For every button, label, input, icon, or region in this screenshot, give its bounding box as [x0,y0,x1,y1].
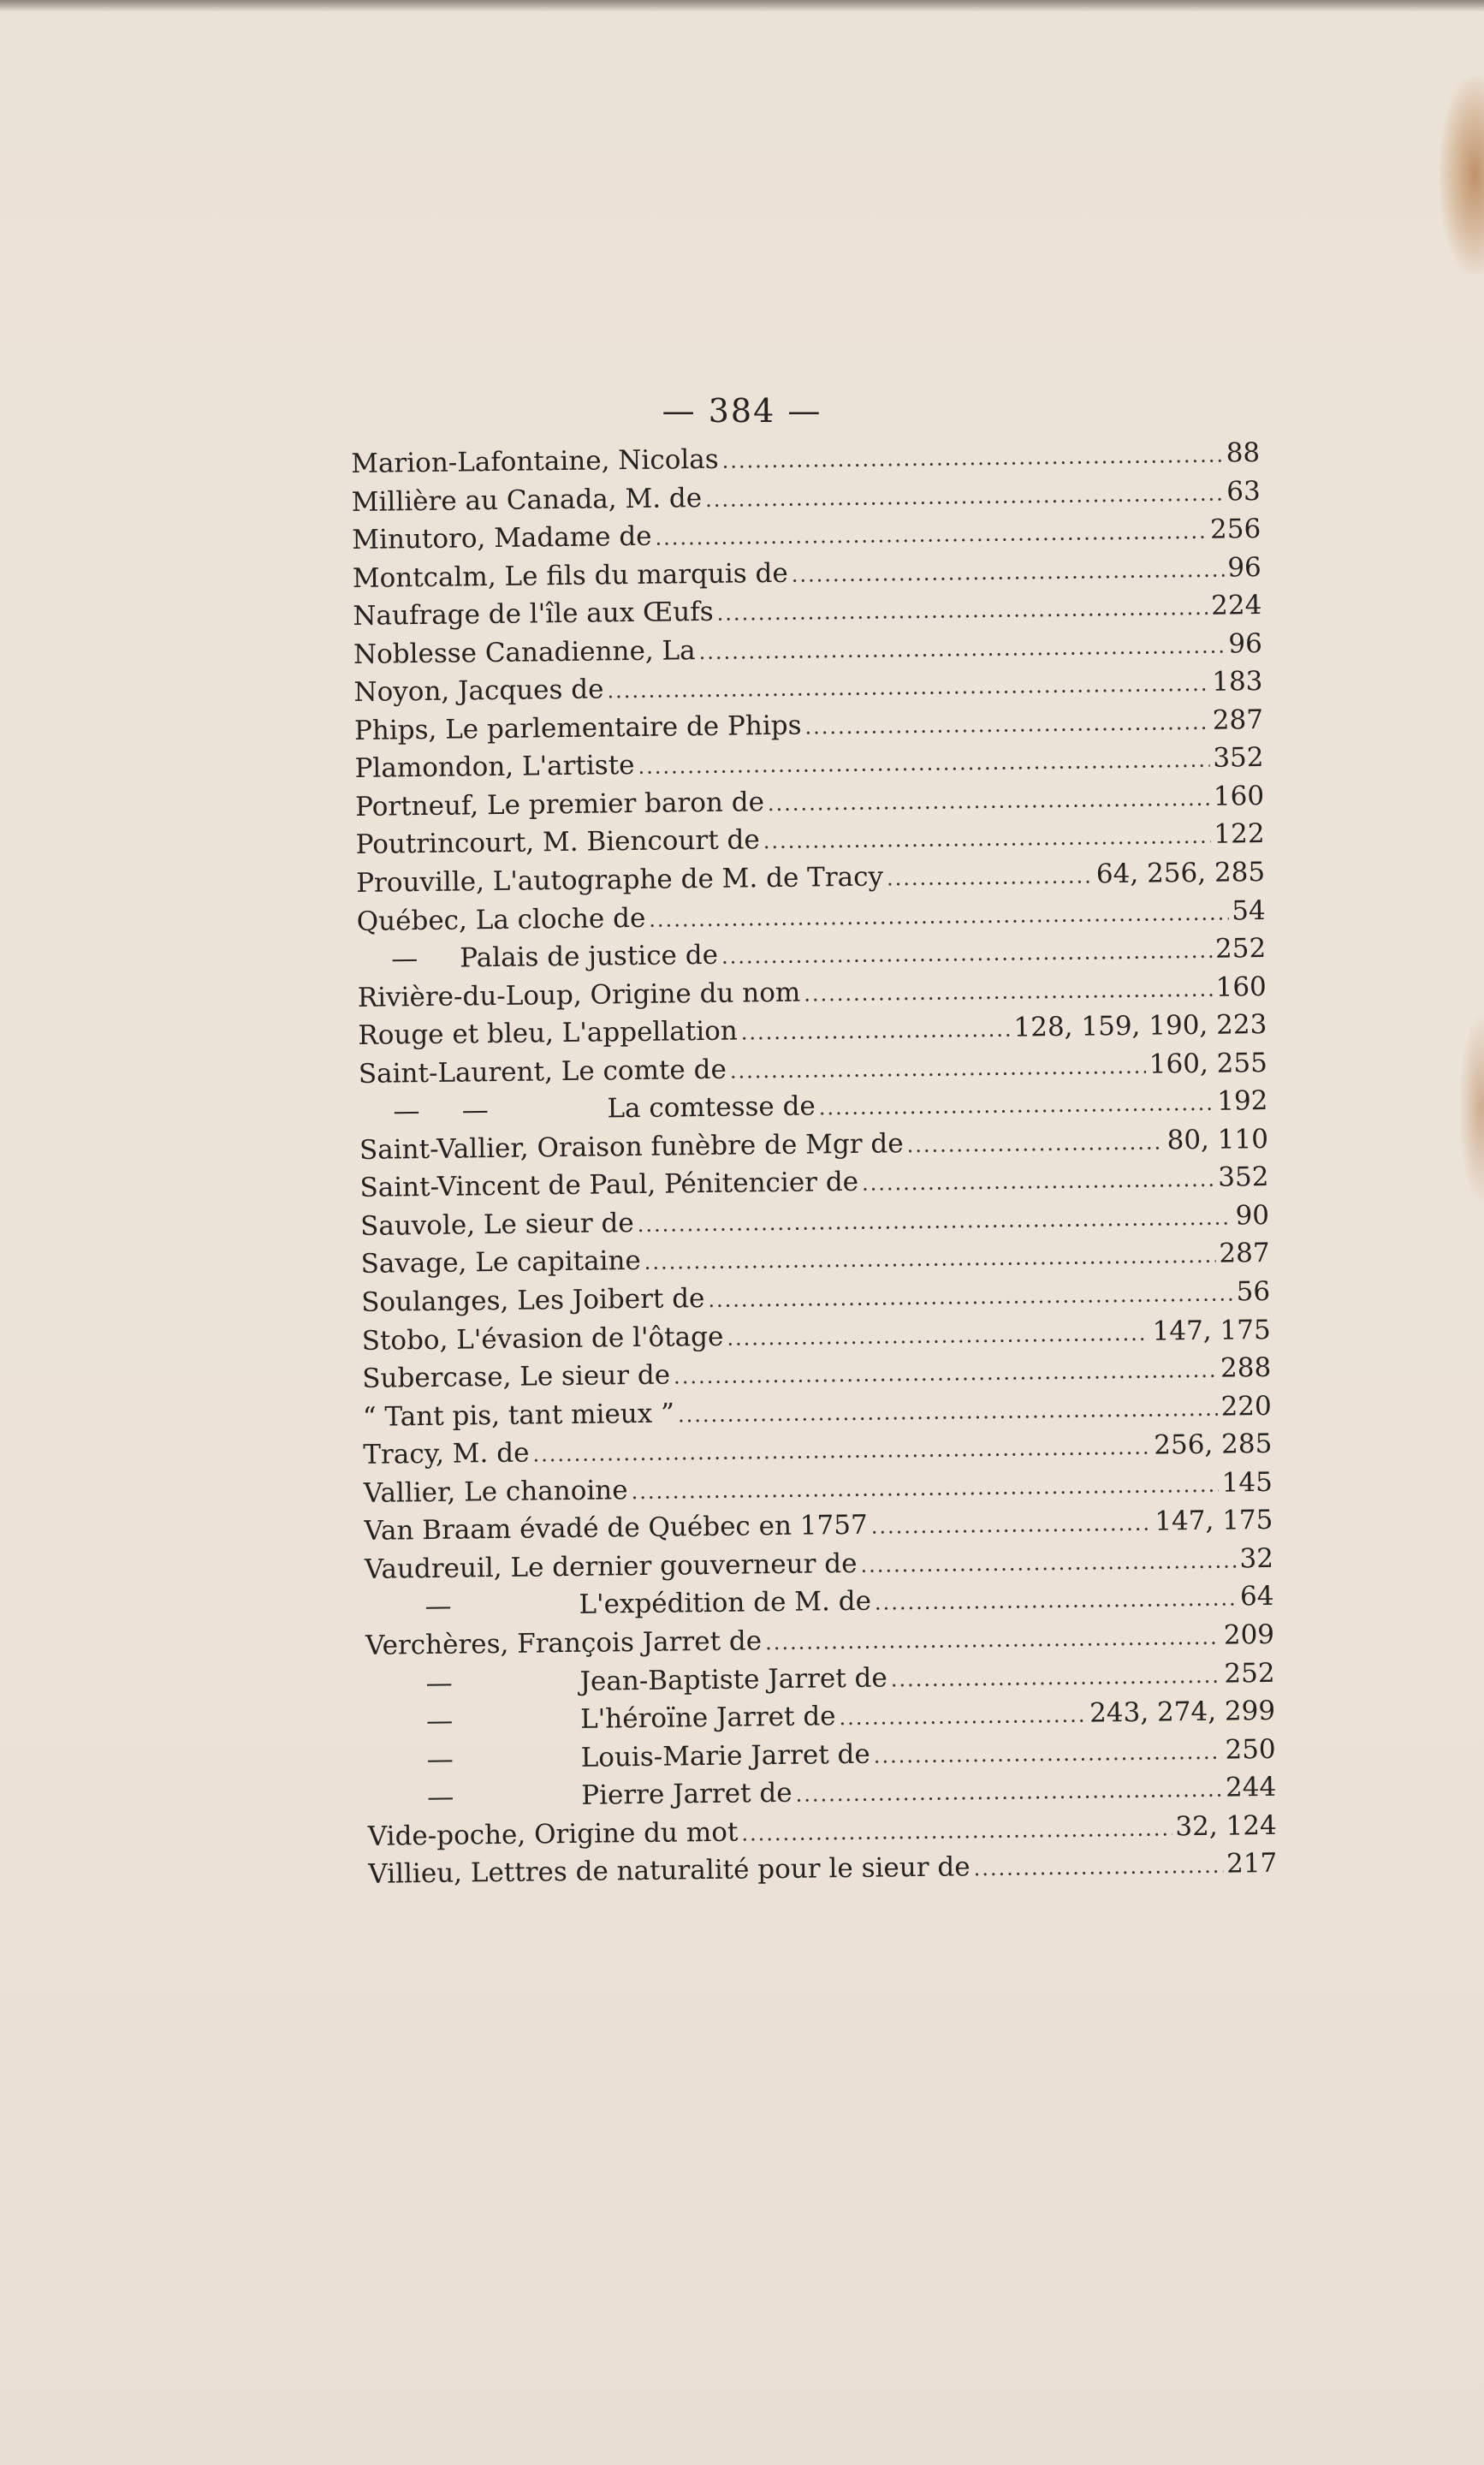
entry-pages: 64, 256, 285 [1095,857,1266,890]
entry-label: Plamondon, L'artiste [354,750,635,785]
entry-label: L'expédition de M. de [579,1586,872,1621]
entry-pages: 145 [1221,1466,1273,1499]
entry-pages: 96 [1227,551,1261,584]
entry-pages: 243, 274, 299 [1089,1695,1276,1729]
entry-pages: 160 [1215,971,1267,1003]
dot-leader [730,1054,1146,1083]
dot-leader [862,1167,1215,1196]
entry-pages: 160, 255 [1149,1047,1268,1080]
entry-pages: 64 [1239,1581,1274,1613]
dot-leader [638,748,1209,779]
entry-pages: 32, 124 [1175,1809,1277,1843]
index-list [351,437,1278,1898]
dot-leader [649,900,1228,931]
dot-leader [674,1358,1217,1389]
entry-pages: 256 [1209,514,1261,545]
entry-pages: 352 [1218,1161,1269,1194]
entry-pages: 256, 285 [1154,1429,1273,1461]
dot-leader [717,596,1208,626]
entry-pages: 352 [1213,742,1264,775]
entry-label: Van Braam évadé de Québec en 1757 [364,1510,868,1547]
entry-label: Montcalm, Le fils du marquis de [352,557,788,594]
dot-leader [874,1739,1222,1767]
dot-leader [973,1854,1223,1881]
entry-pages: 183 [1212,666,1263,698]
entry-pages: 147, 175 [1152,1314,1271,1347]
entry-pages: 32 [1239,1542,1274,1575]
entry-label: Tracy, M. de [363,1437,530,1471]
entry-label: Naufrage de l'île aux Œufs [353,597,714,633]
entry-pages: 160 [1213,780,1265,812]
dot-leader [804,710,1209,740]
entry-label: Verchères, François Jarret de [365,1625,763,1661]
dot-leader [875,1587,1237,1615]
entry-label: Saint-Vincent de Paul, Pénitencier de [359,1167,859,1204]
entry-label: Minutoro, Madame de [352,520,652,556]
dot-leader [631,1472,1218,1503]
entry-pages: 250 [1225,1733,1276,1766]
entry-label: Saint-Vallier, Oraison funèbre de Mgr de [359,1128,904,1166]
entry-label: Poutrincourt, M. Biencourt de [355,824,760,861]
entry-pages: 224 [1210,590,1262,621]
repeat-dash: — [391,943,418,975]
entry-pages: 209 [1223,1619,1275,1651]
dot-leader [607,672,1208,704]
dot-leader [678,1396,1218,1427]
dot-leader [727,1321,1149,1350]
entry-pages: 90 [1235,1199,1270,1232]
dot-leader [768,787,1210,816]
dot-leader [871,1512,1152,1539]
entry-pages: 287 [1219,1238,1270,1270]
entry-label: Savage, Le capitaine [360,1245,642,1280]
entry-label: Jean-Baptiste Jarret de [579,1661,887,1697]
paper-stain-lower [1458,1010,1484,1207]
entry-pages: 192 [1217,1085,1268,1117]
entry-label: Noblesse Canadienne, La [353,634,696,670]
dot-leader [708,1282,1233,1312]
dot-leader [698,633,1225,664]
entry-pages: 56 [1236,1275,1271,1308]
dot-leader [741,1018,1011,1045]
entry-label: Stobo, L'évasion de l'ôtage [361,1321,724,1357]
entry-pages: 252 [1214,933,1267,965]
entry-label: Phips, Le parlementaire de Phips [353,710,802,746]
entry-label: Vallier, Le chanoine [363,1474,628,1509]
dot-leader [532,1435,1150,1467]
entry-pages: 288 [1220,1352,1272,1384]
entry-pages: 96 [1228,627,1263,660]
paper-stain [1439,77,1484,274]
dot-leader [638,1205,1232,1236]
entry-pages: 63 [1226,475,1261,508]
entry-label: Palais de justice de [460,939,719,974]
dot-leader [655,520,1207,550]
dot-leader [741,1816,1172,1845]
dot-leader [891,1663,1221,1691]
dot-leader [792,557,1225,586]
entry-label: Prouville, L'autographe de M. de Tracy [355,861,884,899]
page-top-edge [0,0,1484,12]
entry-pages: 54 [1232,894,1266,927]
repeat-dash: — [424,1591,452,1623]
repeat-dash: — [426,1743,454,1775]
page-number: — 384 — [662,392,822,430]
entry-label: Villieu, Lettres de naturalité pour le sieur de [368,1851,971,1891]
entry-label: Soulanges, Les Joibert de [360,1283,705,1318]
dot-leader [722,443,1223,473]
entry-label: Pierre Jarret de [581,1777,792,1811]
entry-label: Saint-Laurent, Le comte de [358,1054,727,1090]
dot-leader [819,1091,1214,1120]
entry-pages: 252 [1224,1657,1275,1690]
entry-pages: 220 [1220,1390,1272,1423]
entry-pages: 217 [1226,1848,1278,1880]
dot-leader [860,1548,1236,1577]
entry-label: Louis-Marie Jarret de [580,1738,870,1773]
repeat-dash: — — [393,1095,489,1127]
repeat-dash: — [425,1705,454,1737]
entry-label: Sauvole, Le sieur de [359,1207,634,1242]
entry-label: La comtesse de [607,1090,816,1125]
dot-leader [763,824,1211,853]
dot-leader [644,1244,1216,1274]
dot-leader [705,481,1223,511]
dot-leader [887,864,1093,890]
entry-label: Rouge et bleu, L'appellation [358,1015,738,1052]
entry-label: Québec, La cloche de [356,902,646,937]
entry-pages: 128, 159, 190, 223 [1013,1009,1267,1043]
entry-label: Millière au Canada, M. de [351,482,703,518]
repeat-dash: — [427,1781,454,1814]
entry-label: Rivière-du-Loup, Origine du nom [357,977,801,1013]
dot-leader [839,1703,1086,1731]
entry-pages: 287 [1212,704,1264,736]
dot-leader [765,1625,1220,1654]
entry-label: Portneuf, Le premier baron de [354,787,765,823]
dot-leader [721,939,1212,969]
entry-label: Noyon, Jacques de [353,674,604,709]
entry-label: L'héroïne Jarret de [579,1701,836,1735]
entry-label: Marion-Lafontaine, Nicolas [351,443,719,479]
dot-leader [906,1130,1163,1157]
dot-leader [795,1778,1222,1807]
entry-pages: 122 [1214,818,1265,851]
entry-pages: 80, 110 [1166,1123,1269,1156]
repeat-dash: — [425,1667,453,1699]
entry-pages: 147, 175 [1155,1505,1273,1537]
dot-leader [804,977,1213,1006]
entry-label: Vaudreuil, Le dernier gouverneur de [364,1547,858,1585]
entry-label: “ Tant pis, tant mieux ” [362,1398,675,1433]
entry-label: Subercase, Le sieur de [362,1359,671,1395]
entry-label: Vide-poche, Origine du mot [367,1816,739,1852]
entry-pages: 88 [1226,437,1261,469]
entry-pages: 244 [1225,1772,1277,1803]
